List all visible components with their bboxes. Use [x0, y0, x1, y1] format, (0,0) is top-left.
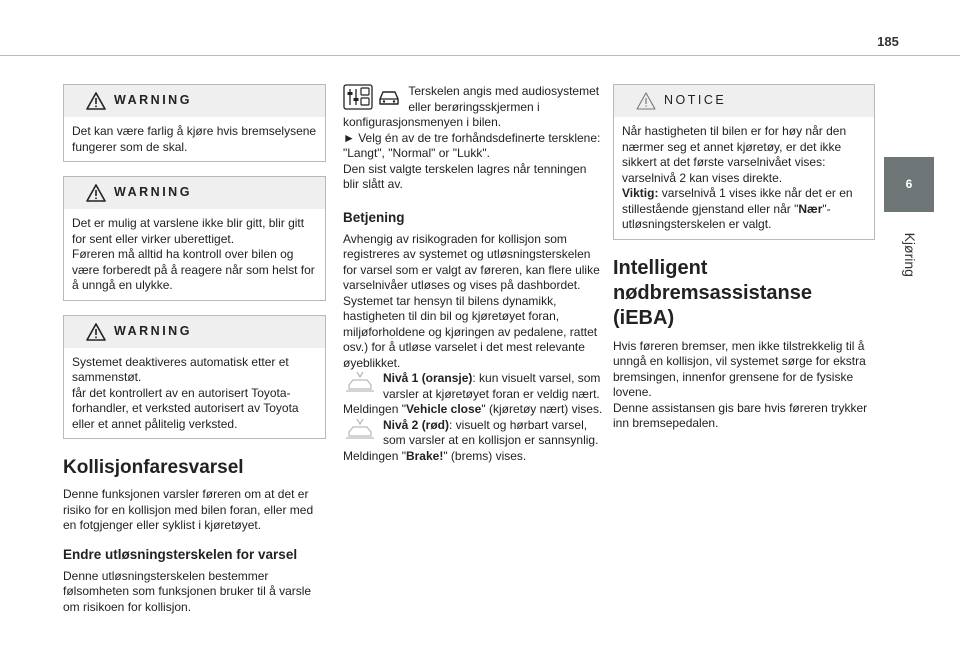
notice-text: varselnivå 1 vises ikke når det er en stillestående gjenstand eller når ": [622, 186, 853, 216]
chapter-tab[interactable]: 6: [884, 157, 934, 212]
level-1-text: : kun visuelt varsel, som varsler at kjøretøyet foran er veldig nært. Meldingen ": [343, 371, 601, 416]
car-icon: [376, 84, 402, 110]
level-2-tail: " (brems) vises.: [443, 448, 527, 463]
section-heading-betjening: Betjening: [343, 209, 405, 225]
settings-text: Terskelen angis med audiosystemet eller berøringsskjermen i konfigurasjonsmenyen i bilen.: [343, 84, 600, 129]
section-heading: Kollisjonfaresvarsel: [63, 457, 244, 478]
level-2-text: : visuelt og hørbart varsel, som varsler at en kollisjon er sannsynlig. Meldingen ": [343, 417, 599, 463]
notice-box: [613, 84, 875, 240]
column-right: [613, 84, 875, 432]
settings-icons: [343, 84, 402, 115]
notice-text: Når hastigheten til bilen er for høy når den nærmer seg et annet kjøretøy, er det ikke sikkert at det første varselnivået vises: varselnivå 2 kan vises direkte.: [622, 124, 847, 185]
level-1-item: [343, 371, 605, 418]
notice-triangle-icon: [636, 92, 656, 110]
level-1-tail: " (kjøretøy nært) vises.: [481, 402, 603, 416]
settings-menu-icon: [343, 84, 373, 110]
warning-triangle-icon: [86, 323, 106, 341]
notice-text: "-utløsningsterskelen er valgt.: [622, 201, 831, 231]
warning-text: får det kontrollert av en autorisert Toyota-forhandler, et verksted autorisert av Toyota eller et annet pålitelig verksted.: [72, 385, 299, 431]
warning-title: WARNING: [114, 323, 192, 338]
warning-box-2: [63, 176, 326, 301]
ieba-text-2: Denne assistansen gis bare hvis føreren trykker inn bremsepedalen.: [613, 400, 868, 430]
section-heading-ieba: Intelligent nødbremsassistanse (iEBA): [613, 256, 812, 329]
column-left: [63, 84, 326, 615]
saved-threshold-text: Den sist valgte terskelen lagres når tenningen blir slått av.: [343, 161, 587, 191]
column-middle: [343, 84, 605, 464]
collision-alert-icon: [343, 418, 377, 440]
level-2-label: Nivå 2 (rød): [383, 417, 450, 432]
warning-header: [64, 316, 325, 348]
warning-title: WARNING: [114, 93, 192, 108]
level-2-message: Brake!: [405, 448, 444, 463]
header-rule: [0, 55, 960, 56]
warning-triangle-icon: [86, 92, 106, 110]
notice-important-label: Viktig:: [622, 186, 659, 200]
chapter-label-text: Kjøring: [901, 232, 918, 278]
bullet-choose-threshold: ► Velg én av de tre forhåndsdefinerte tersklene: "Langt", "Normal" or "Lukk".: [343, 130, 601, 160]
page-number: 185: [877, 34, 899, 49]
warning-box-1: [63, 84, 326, 162]
level-2-item: [343, 418, 605, 465]
operation-text: Avhengig av risikograden for kollisjon som registreres av systemet og utløsningsterskelen for varsel som er valgt av føreren, kan flere ulike varselnivåer utløses og vises på dashbordet. Systemet tar hensyn til bilens dynamikk, hastigheten til din bil og kjøretøyet foran, miljøforholdene og kjøringen av pedalene, rattet osv.) for å utløse varselet i det mest relevante øyeblikket.: [343, 231, 600, 370]
collision-alert-icon: [343, 371, 377, 393]
warning-box-3: [63, 315, 326, 440]
subsection-heading: Endre utløsningsterskelen for varsel: [63, 546, 298, 562]
notice-title: NOTICE: [664, 93, 727, 108]
warning-triangle-icon: [86, 184, 106, 202]
notice-naer: Nær: [798, 201, 823, 216]
warning-text: Det kan være farlig å kjøre hvis bremselysene fungerer som de skal.: [72, 124, 317, 154]
level-1-label: Nivå 1 (oransje): [383, 371, 473, 385]
intro-text: Denne funksjonen varsler føreren om at det er risiko for en kollisjon med bilen foran, eller med en fotgjenger eller syklist i kjøretøyet.: [63, 487, 314, 532]
warning-title: WARNING: [114, 185, 192, 200]
level-1-message: Vehicle close: [405, 402, 482, 416]
warning-text: Det er mulig at varslene ikke blir gitt, blir gitt for sent eller virker uberettiget.: [72, 216, 305, 246]
warning-header: [64, 177, 325, 209]
warning-header: [64, 85, 325, 117]
subsection-text: Denne utløsningsterskelen bestemmer følsomheten som funksjonen bruker til å varsle om risikoen for kollisjon.: [63, 568, 312, 614]
warning-text: Systemet deaktiveres automatisk etter et sammenstøt.: [72, 354, 289, 384]
warning-text: Føreren må alltid ha kontroll over bilen og være forberedt på å reagere når som helst for å unngå en ulykke.: [72, 247, 315, 292]
chapter-label: [870, 225, 948, 285]
settings-paragraph: [343, 84, 605, 131]
ieba-text-1: Hvis føreren bremser, men ikke tilstrekkelig til å unngå en kollisjon, vil systemet sørge for ekstra bremsingen, innenfor grensene for de fysiske lovene.: [613, 338, 866, 399]
notice-header: [614, 85, 874, 117]
